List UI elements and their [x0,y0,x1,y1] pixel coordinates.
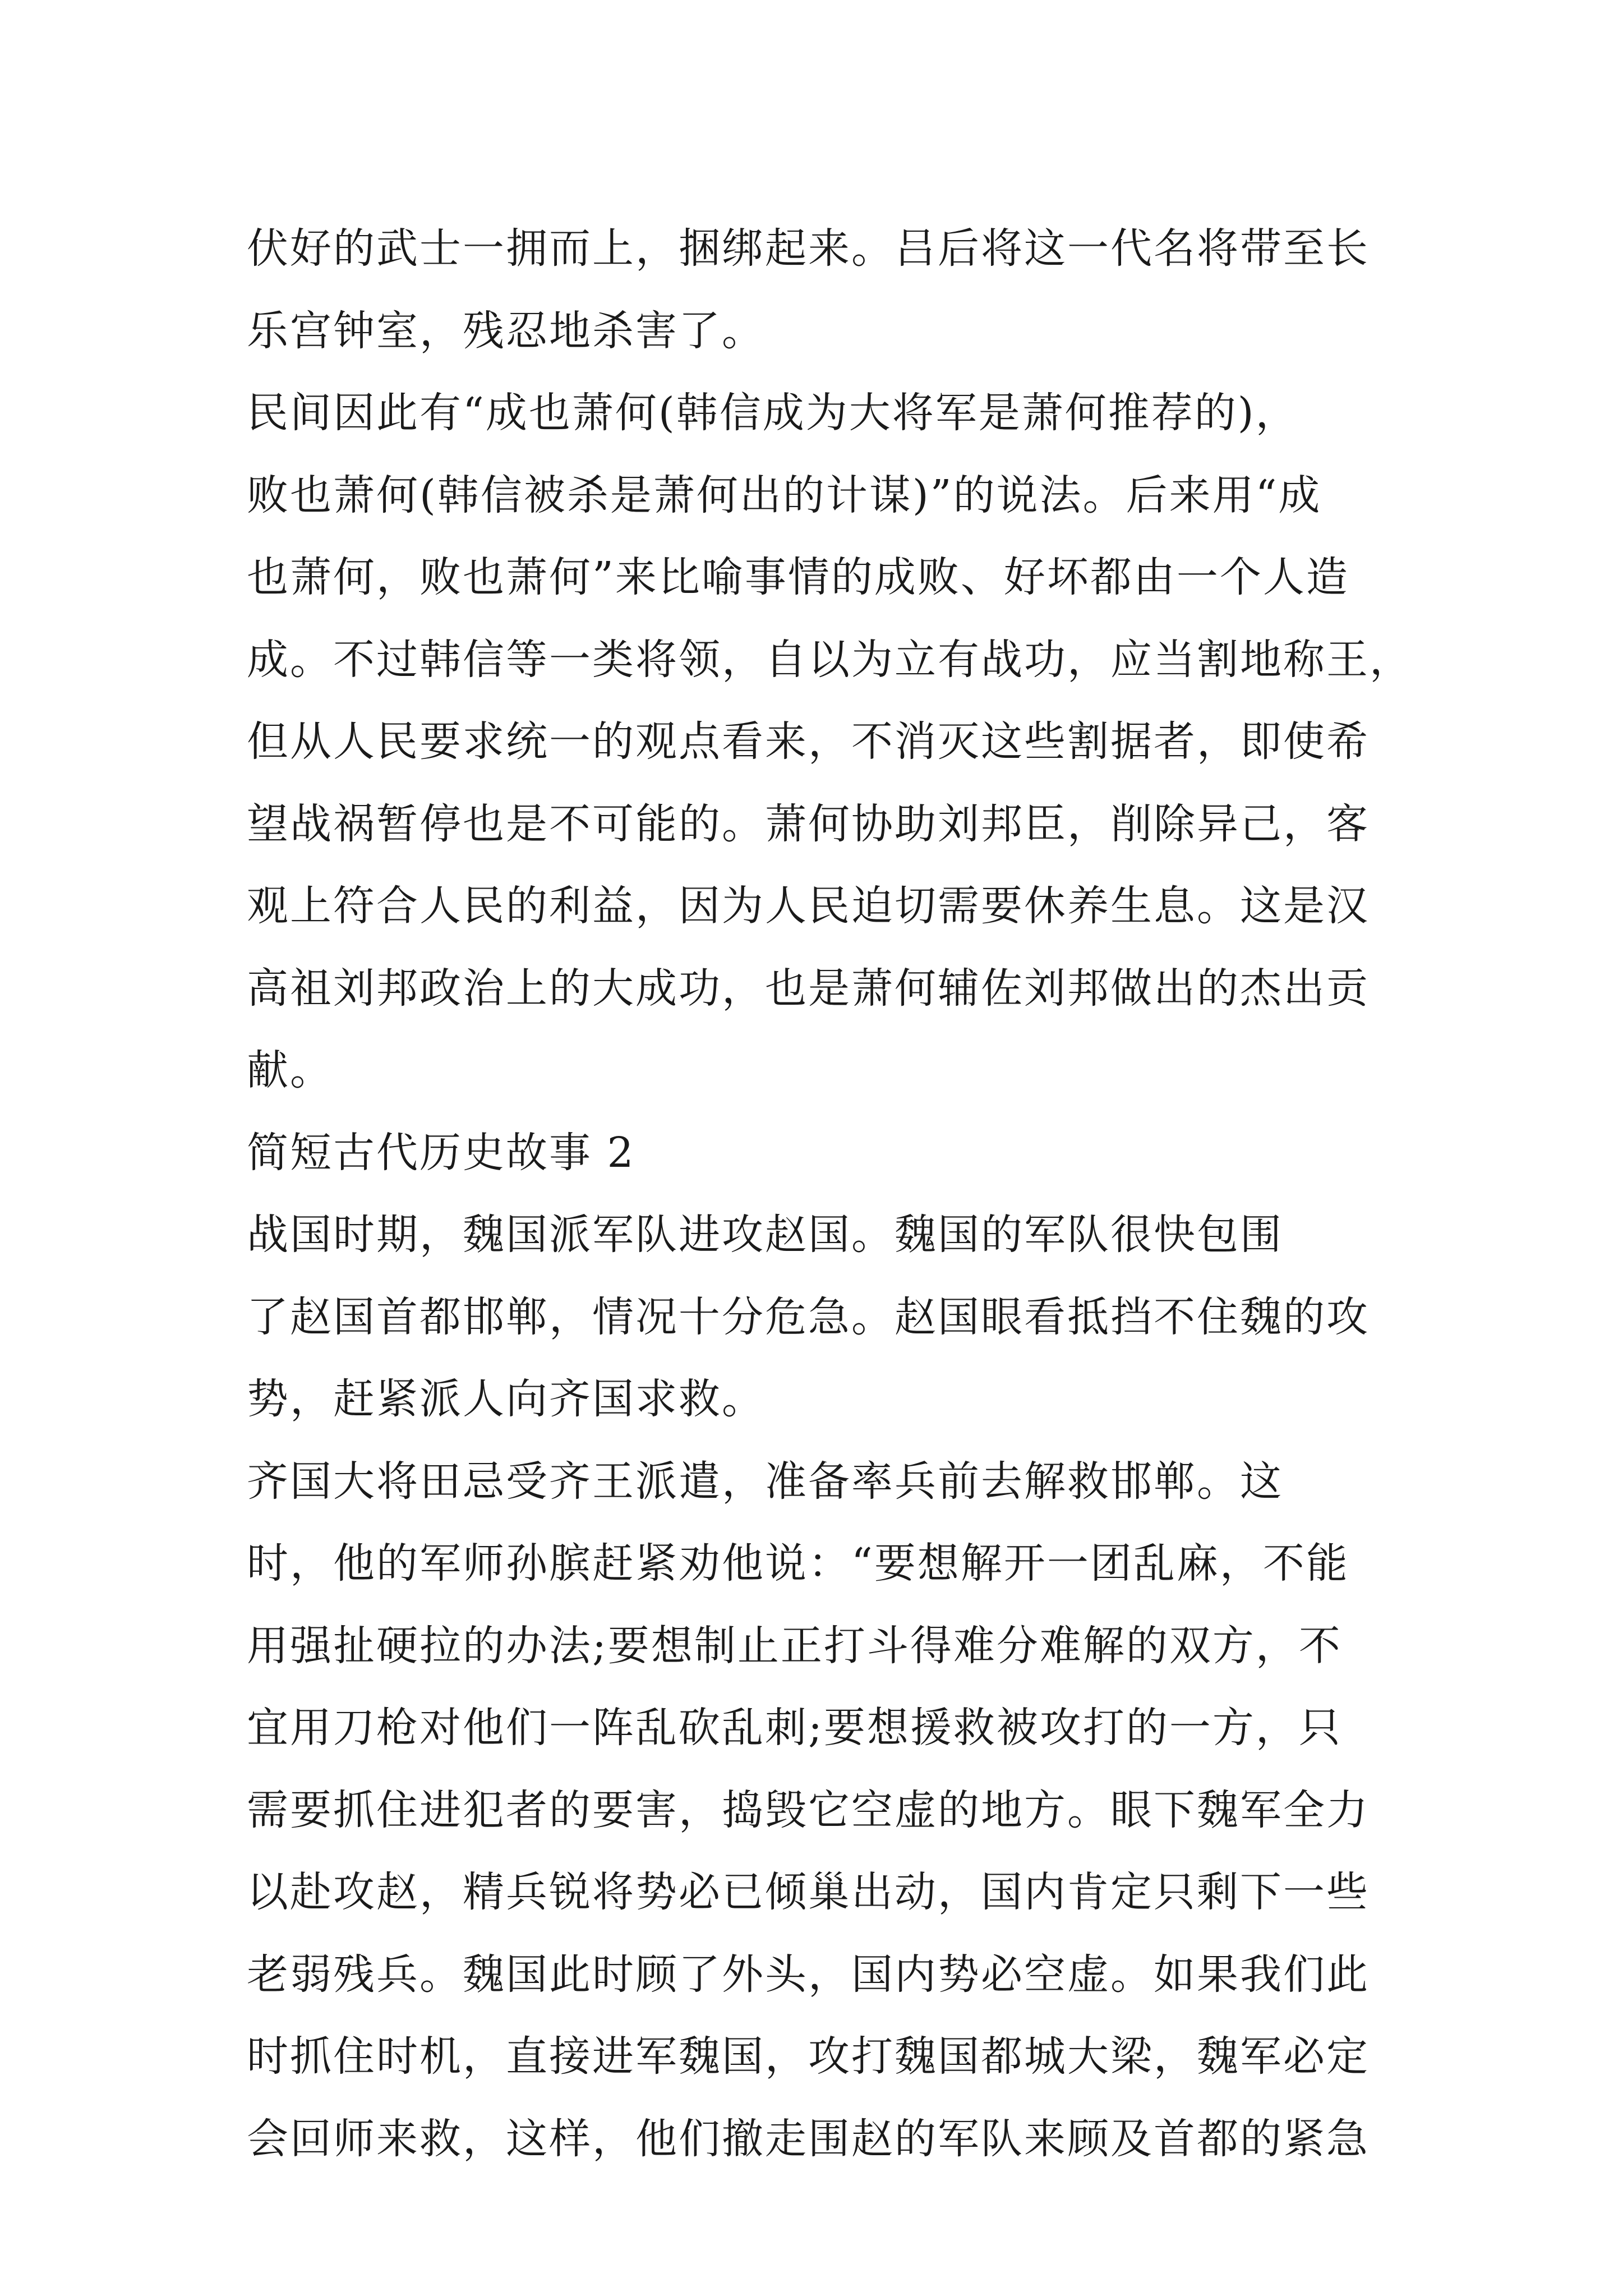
document-body-text [247,208,1424,2180]
text-line: 伏好的武士一拥而上，捆绑起来。吕后将这一代名将带至长 [247,224,1370,273]
text-line: 成。不过韩信等一类将领，自以为立有战功，应当割地称王， [247,635,1413,684]
text-line: 战国时期，魏国派军队进攻赵国。魏国的军队很快包围 [247,1211,1283,1259]
text-line: 需要抓住进犯者的要害，捣毁它空虚的地方。眼下魏军全力 [247,1786,1370,1834]
text-line: 宜用刀枪对他们一阵乱砍乱刺;要想援救被攻打的一方，只 [247,1704,1342,1752]
text-line: 势，赶紧派人向齐国求救。 [247,1375,765,1423]
text-line: 民间因此有“成也萧何(韩信成为大将军是萧何推荐的)， [247,389,1299,437]
text-line: 老弱残兵。魏国此时顾了外头，国内势必空虚。如果我们此 [247,1950,1370,1999]
text-line: 会回师来救，这样，他们撤走围赵的军队来顾及首都的紧急 [247,2114,1370,2163]
text-line: 献。 [247,1046,333,1094]
text-line: 齐国大将田忌受齐王派遣，准备率兵前去解救邯郸。这 [247,1457,1283,1506]
text-line: 乐宫钟室，残忍地杀害了。 [247,306,765,355]
text-line: 了赵国首都邯郸，情况十分危急。赵国眼看抵挡不住魏的攻 [247,1292,1370,1341]
text-line: 也萧何，败也萧何”来比喻事情的成败、好坏都由一个人造 [247,553,1349,601]
text-line: 望战祸暂停也是不可能的。萧何协助刘邦臣，削除异己，客 [247,799,1370,848]
section-heading: 简短古代历史故事 2 [247,1128,635,1177]
text-line: 以赴攻赵，精兵锐将势必已倾巢出动，国内肯定只剩下一些 [247,1868,1370,1916]
text-line: 时抓住时机，直接进军魏国，攻打魏国都城大梁，魏军必定 [247,2032,1370,2081]
text-line: 但从人民要求统一的观点看来，不消灭这些割据者，即使希 [247,717,1370,766]
text-line: 时，他的军师孙膑赶紧劝他说：“要想解开一团乱麻，不能 [247,1539,1349,1588]
text-line: 观上符合人民的利益，因为人民迫切需要休养生息。这是汉 [247,882,1370,930]
text-line: 高祖刘邦政治上的大成功，也是萧何辅佐刘邦做出的杰出贡 [247,964,1370,1013]
text-line: 用强扯硬拉的办法;要想制止正打斗得难分难解的双方，不 [247,1621,1342,1670]
text-line: 败也萧何(韩信被杀是萧何出的计谋)”的说法。后来用“成 [247,471,1322,519]
